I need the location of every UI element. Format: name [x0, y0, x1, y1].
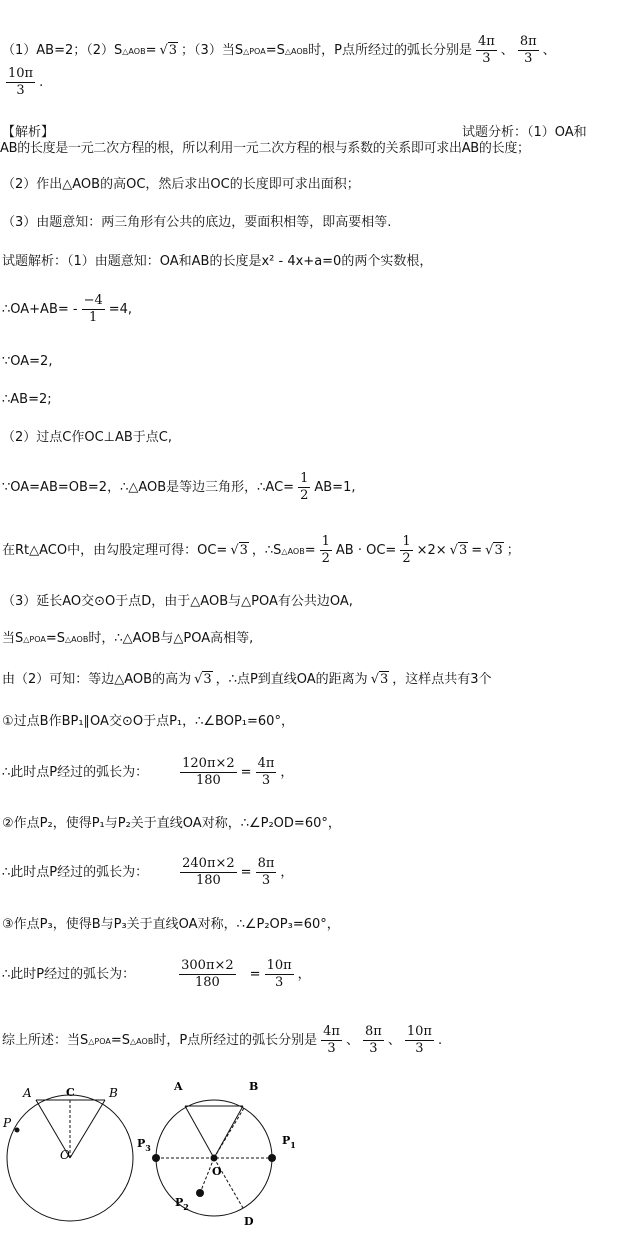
- fraction: $\frac{8\pi}{3}$: [519, 34, 537, 66]
- solution-line: ②作点P₂，使得P₁与P₂关于直线OA对称，∴∠P₂OD=60°，: [2, 816, 341, 831]
- label-o: O: [212, 1165, 222, 1178]
- figure-right: [137, 1080, 296, 1228]
- label-p1: $P_1$: [282, 1134, 296, 1150]
- answer-line-2: $\frac{10\pi}{3}$ .: [8, 66, 44, 98]
- figure-left: [2, 1086, 133, 1221]
- answer-line: （1）AB=2；（2）S△AOB= √3 ；（3）当S△POA=S△AOB时，P点所经过的弧长分别是 $\frac{4\pi}{3}$ 、 $\frac{8\pi}{3}$ 、: [2, 34, 556, 66]
- solution-line: ∴此时点P经过的弧长为： $\frac{240\pi\times 2}{180}$ = $\frac{8\pi}{3}$ ，: [2, 856, 294, 888]
- analysis-heading: 【解析】: [2, 125, 55, 140]
- fraction: $\frac{10\pi}{3}$: [8, 66, 34, 98]
- label-b: B: [109, 1086, 118, 1100]
- label-b: B: [249, 1080, 259, 1093]
- solution-line: ∴OA+AB= - $\frac{-4}{1}$ =4,: [2, 293, 133, 325]
- solution-line: ∴此时点P经过的弧长为： $\frac{120\pi\times 2}{180}$ = $\frac{4\pi}{3}$ ，: [2, 756, 294, 788]
- point-p: [15, 1128, 20, 1133]
- label-d: D: [244, 1215, 254, 1228]
- solution-line: ③作点P₃，使得B与P₃关于直线OA对称，∴∠P₂OP₃=60°，: [2, 917, 340, 932]
- point-p1: [268, 1154, 276, 1162]
- solution-line: 试题解析：（1）由题意知：OA和AB的长度是x² - 4x+a=0的两个实数根，: [2, 254, 433, 269]
- label-c: C: [66, 1086, 75, 1099]
- solution-summary: 综上所述：当S△POA=S△AOB时，P点所经过的弧长分别是 $\frac{4\pi}{3}$ 、 $\frac{8\pi}{3}$ 、 $\frac{10\pi}{3}$ .: [2, 1024, 443, 1056]
- analysis-line: （2）作出△AOB的高OC，然后求出OC的长度即可求出面积；: [2, 177, 360, 192]
- label-p3: $P_3$: [137, 1137, 151, 1153]
- solution-line: （3）延长AO交⊙O于点D，由于△AOB与△POA有公共边OA,: [2, 594, 353, 609]
- sqrt-3: √3: [159, 43, 178, 58]
- segment-ao: [185, 1106, 214, 1158]
- label-a: A: [23, 1086, 32, 1100]
- solution-line: ∴此时P经过的弧长为： $\frac{300\pi\times 2}{180}$ = $\frac{10\pi}{3}$ ，: [2, 958, 311, 990]
- fraction: $\frac{4\pi}{3}$: [477, 34, 495, 66]
- analysis-line: （3）由题意知：两三角形有公共的底边，要面积相等，即高要相等.: [2, 215, 392, 230]
- solution-line: 由（2）可知：等边△AOB的高为 √3 ，∴点P到直线OA的距离为 √3 ，这样点共有3个: [2, 672, 492, 687]
- solution-line: ①过点B作BP₁∥OA交⊙O于点P₁，∴∠BOP₁=60°，: [2, 714, 294, 729]
- solution-line: （2）过点C作OC⊥AB于点C,: [2, 430, 173, 445]
- segment-bo: [214, 1106, 243, 1158]
- point-p2: [196, 1189, 204, 1197]
- solution-line: 在Rt△ACO中，由勾股定理可得：OC= √3 ，∴S△AOB= $\frac{1}{2}$ AB · OC= $\frac{1}{2}$ ×2× √3 = √3 ；: [2, 534, 520, 566]
- point-p3: [152, 1154, 160, 1162]
- geometry-figures: [0, 1075, 630, 1235]
- solution-line: ∴AB=2;: [2, 392, 52, 407]
- label-p2: $P_2$: [175, 1196, 189, 1212]
- label-o: O: [60, 1148, 70, 1162]
- solution-line: ∵OA=AB=OB=2，∴△AOB是等边三角形，∴AC= $\frac{1}{2}$ AB=1,: [2, 471, 356, 503]
- analysis-line: AB的长度是一元二次方程的根，所以利用一元二次方程的根与系数的关系即可求出AB的长度；: [0, 141, 530, 156]
- label-p: P: [3, 1116, 12, 1130]
- solution-line: ∵OA=2,: [2, 354, 53, 369]
- solution-line: 当S△POA=S△AOB时，∴△AOB与△POA高相等,: [2, 631, 254, 646]
- segment-bo: [70, 1100, 105, 1158]
- label-a: A: [174, 1080, 183, 1093]
- point-o: [211, 1155, 218, 1162]
- analysis-intro: 试题分析：（1）OA和: [462, 125, 587, 140]
